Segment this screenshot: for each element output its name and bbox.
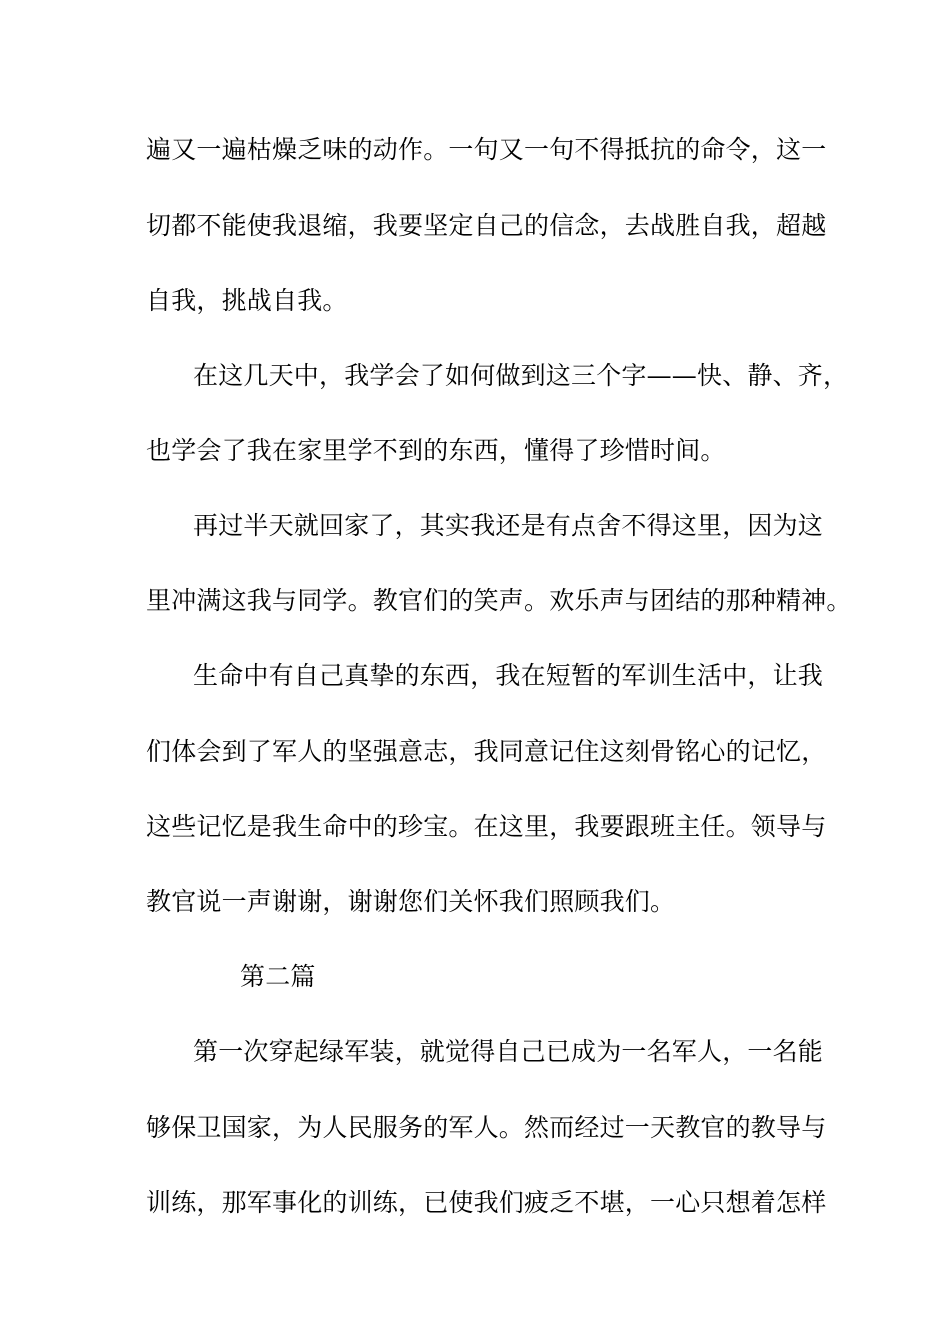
paragraph-first-line: 再过半天就回家了，其实我还是有点舍不得这里，因为这	[193, 511, 824, 540]
text-line: 里冲满这我与同学。教官们的笑声。欢乐声与团结的那种精神。	[146, 586, 852, 615]
text-line: 这些记忆是我生命中的珍宝。在这里，我要跟班主任。领导与	[146, 812, 827, 841]
text-line: 自我，挑战自我。	[146, 286, 348, 315]
text-line: 们体会到了军人的坚强意志，我同意记住这刻骨铭心的记忆，	[146, 737, 827, 766]
text-line: 也学会了我在家里学不到的东西，懂得了珍惜时间。	[146, 436, 726, 465]
paragraph-first-line: 生命中有自己真挚的东西，我在短暂的军训生活中，让我	[193, 661, 824, 690]
text-line: 切都不能使我退缩，我要坚定自己的信念，去战胜自我，超越	[146, 211, 827, 240]
paragraph-first-line: 在这几天中，我学会了如何做到这三个字——快、静、齐，	[193, 361, 849, 390]
text-line: 教官说一声谢谢，谢谢您们关怀我们照顾我们。	[146, 887, 676, 916]
text-line: 遍又一遍枯燥乏味的动作。一句又一句不得抵抗的命令，这一	[146, 135, 827, 164]
text-line: 训练，那军事化的训练，已使我们疲乏不堪，一心只想着怎样	[146, 1188, 827, 1217]
paragraph-first-line: 第一次穿起绿军装，就觉得自己已成为一名军人，一名能	[193, 1037, 824, 1066]
section-heading: 第二篇	[240, 962, 316, 991]
text-line: 够保卫国家，为人民服务的军人。然而经过一天教官的教导与	[146, 1113, 827, 1142]
